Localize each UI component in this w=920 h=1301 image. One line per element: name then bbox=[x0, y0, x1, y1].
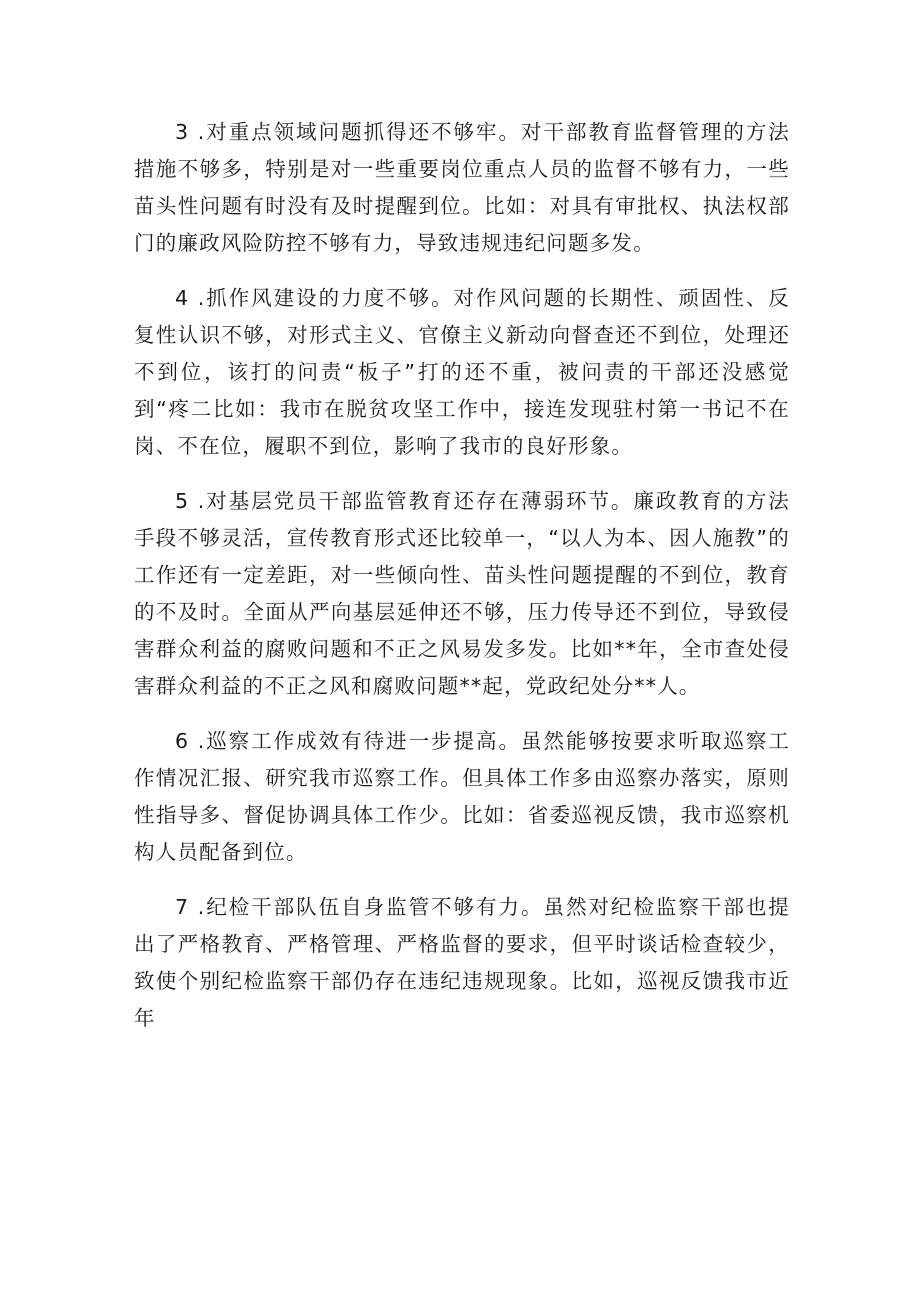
paragraph-item-4: 4 .抓作风建设的力度不够。对作风问题的长期性、顽固性、反复性认识不够，对形式主义、官僚主义新动向督查还不到位，处理还不到位，该打的问责“板子”打的还不重，被问责的干部还没感觉到“疼二比如：我市在脱贫攻坚工作中，接连发现驻村第一书记不在岗、不在位，履职不到位，影响了我市的良好形象。 bbox=[134, 286, 790, 458]
paragraph-item-6: 6 .巡察工作成效有待进一步提高。虽然能够按要求听取巡察工作情况汇报、研究我市巡察工作。但具体工作多由巡察办落实，原则性指导多、督促协调具体工作少。比如：省委巡视反馈，我市巡察机构人员配备到位。 bbox=[134, 729, 790, 864]
paragraph-item-3: 3 .对重点领域问题抓得还不够牢。对干部教育监督管理的方法措施不够多，特别是对一些重要岗位重点人员的监督不够有力，一些苗头性问题有时没有及时提醒到位。比如：对具有审批权、执法权部门的廉政风险防控不够有力，导致违规违纪问题多发。 bbox=[134, 120, 790, 255]
paragraph-item-7: 7 .纪检干部队伍自身监管不够有力。虽然对纪检监察干部也提出了严格教育、严格管理、严格监督的要求，但平时谈话检查较少，致使个别纪检监察干部仍存在违纪违规现象。比如，巡视反馈我市近年 bbox=[134, 895, 790, 1030]
paragraph-item-5: 5 .对基层党员干部监管教育还存在薄弱环节。廉政教育的方法手段不够灵活，宣传教育形式还比较单一，“以人为本、因人施教”的工作还有一定差距，对一些倾向性、苗头性问题提醒的不到位，教育的不及时。全面从严向基层延伸还不够，压力传导还不到位，导致侵害群众利益的腐败问题和不正之风易发多发。比如**年，全市查处侵害群众利益的不正之风和腐败问题**起，党政纪处分**人。 bbox=[134, 489, 790, 698]
document-body bbox=[134, 114, 790, 1055]
